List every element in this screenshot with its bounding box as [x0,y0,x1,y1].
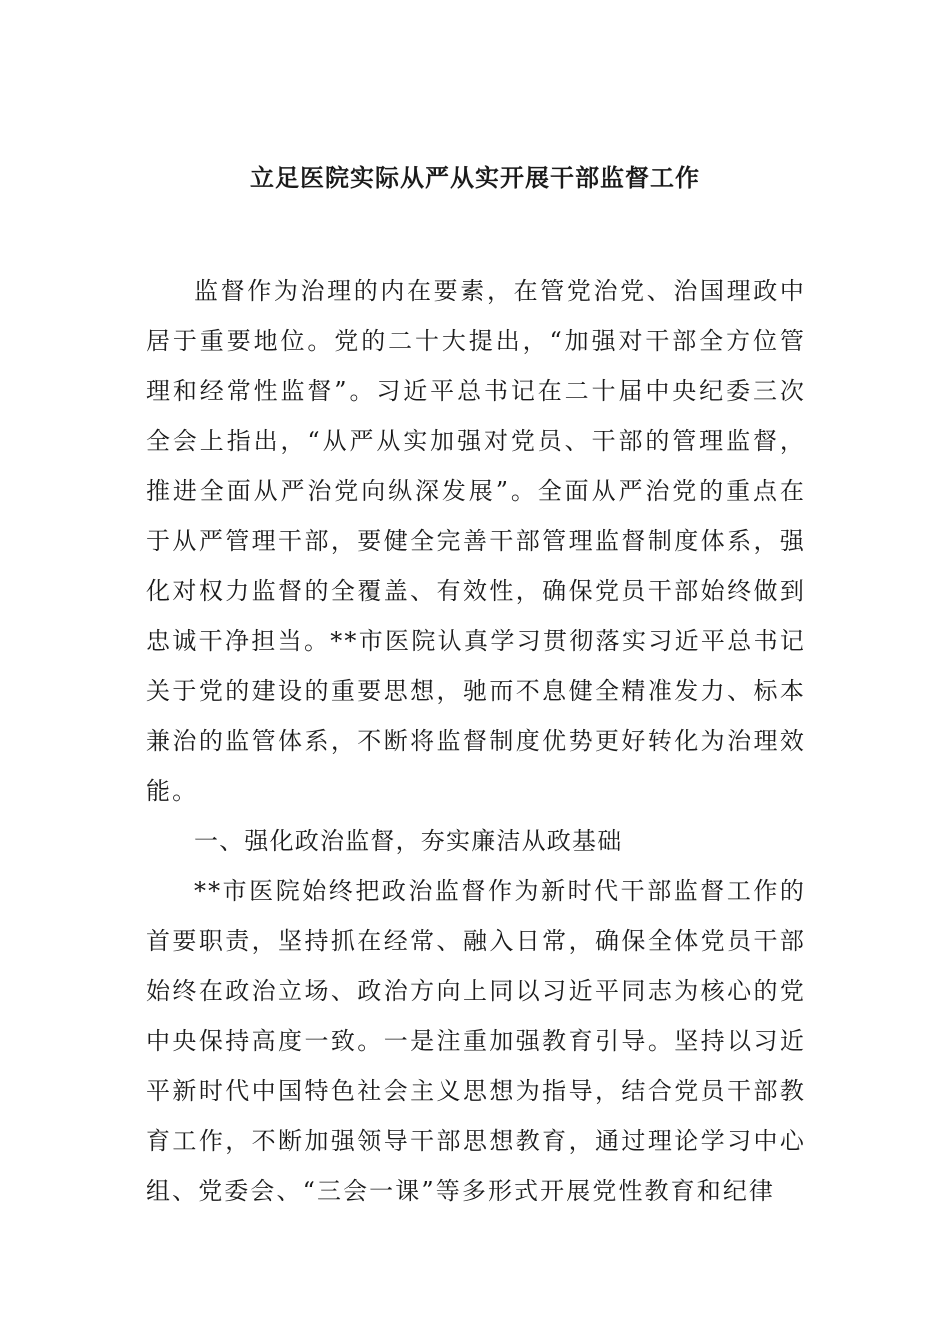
section-paragraph: **市医院始终把政治监督作为新时代干部监督工作的首要职责，坚持抓在经常、融入日常，确保全体党员干部始终在政治立场、政治方向上同以习近平同志为核心的党中央保持高度一致。一是注重加强教育引导。坚持以习近平新时代中国特色社会主义思想为指导，结合党员干部教育工作，不断加强领导干部思想教育，通过理论学习中心组、党委会、“三会一课”等多形式开展党性教育和纪律 [146,877,806,1205]
section-heading: 一、强化政治监督，夯实廉洁从政基础 [194,827,623,855]
intro-paragraph: 监督作为治理的内在要素，在管党治党、治国理政中居于重要地位。党的二十大提出，“加强对干部全方位管理和经常性监督”。习近平总书记在二十届中央纪委三次全会上指出，“从严从实加强对党员、干部的管理监督，推进全面从严治党向纵深发展”。全面从严治党的重点在于从严管理干部，要健全完善干部管理监督制度体系，强化对权力监督的全覆盖、有效性，确保党员干部始终做到忠诚干净担当。**市医院认真学习贯彻落实习近平总书记关于党的建设的重要思想，驰而不息健全精准发力、标本兼治的监管体系，不断将监督制度优势更好转化为治理效能。 [146,277,806,805]
document-body [146,266,806,1216]
document-title: 立足医院实际从严从实开展干部监督工作 [250,163,700,192]
